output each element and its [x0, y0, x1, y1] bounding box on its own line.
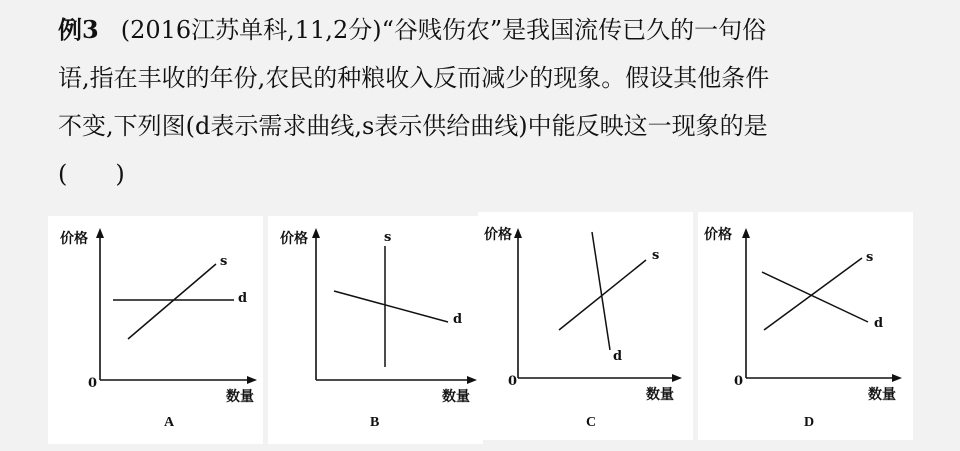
figure-b-y-label: 价格	[280, 231, 308, 247]
figure-b-demand-line	[334, 291, 448, 322]
figure-b	[268, 216, 483, 444]
figure-c-graph	[478, 212, 693, 440]
question-number: 例3	[58, 15, 99, 44]
figure-c-x-label: 数量	[646, 387, 674, 403]
figure-c-y-label: 价格	[484, 227, 512, 243]
figure-d-demand-label: d	[874, 316, 884, 331]
figure-a-caption: A	[164, 415, 175, 430]
figure-a	[48, 216, 263, 444]
figure-a-y-label: 价格	[60, 231, 88, 247]
figure-d-supply-label: s	[866, 250, 874, 265]
figure-a-origin: 0	[88, 376, 98, 391]
figure-d-supply-line	[764, 258, 862, 330]
question-text	[58, 6, 938, 198]
question-line-3: 不变,下列图(d表示需求曲线,s表示供给曲线)中能反映这一现象的是	[58, 112, 768, 140]
question-line-4: ( )	[58, 160, 125, 188]
figure-a-supply-line	[128, 264, 216, 339]
figure-a-supply-label: s	[220, 254, 228, 269]
figure-d-demand-line	[762, 272, 868, 322]
figure-d-caption: D	[804, 415, 815, 430]
figure-c-demand-label: d	[613, 349, 623, 364]
figure-c-caption: C	[586, 415, 597, 430]
figure-c	[478, 212, 693, 440]
figure-a-demand-label: d	[238, 291, 248, 306]
figure-b-demand-label: d	[453, 312, 463, 327]
figure-a-x-label: 数量	[226, 389, 254, 405]
figure-d	[698, 212, 913, 440]
figure-b-x-label: 数量	[442, 389, 470, 405]
figure-d-origin: 0	[734, 374, 744, 389]
figure-b-caption: B	[370, 415, 380, 430]
figure-c-origin: 0	[508, 374, 518, 389]
figure-b-graph	[268, 216, 483, 444]
question-line-2: 语,指在丰收的年份,农民的种粮收入反而减少的现象。假设其他条件	[58, 64, 770, 92]
figure-c-supply-line	[559, 260, 646, 330]
figure-c-supply-label: s	[652, 248, 660, 263]
question-line-1: 例3 (2016江苏单科,11,2分)“谷贱伤农”是我国流传已久的一句俗	[58, 15, 767, 44]
figure-a-graph	[48, 216, 263, 444]
figure-b-supply-label: s	[384, 230, 392, 245]
figure-d-x-label: 数量	[868, 387, 896, 403]
figure-d-y-label: 价格	[704, 227, 732, 243]
